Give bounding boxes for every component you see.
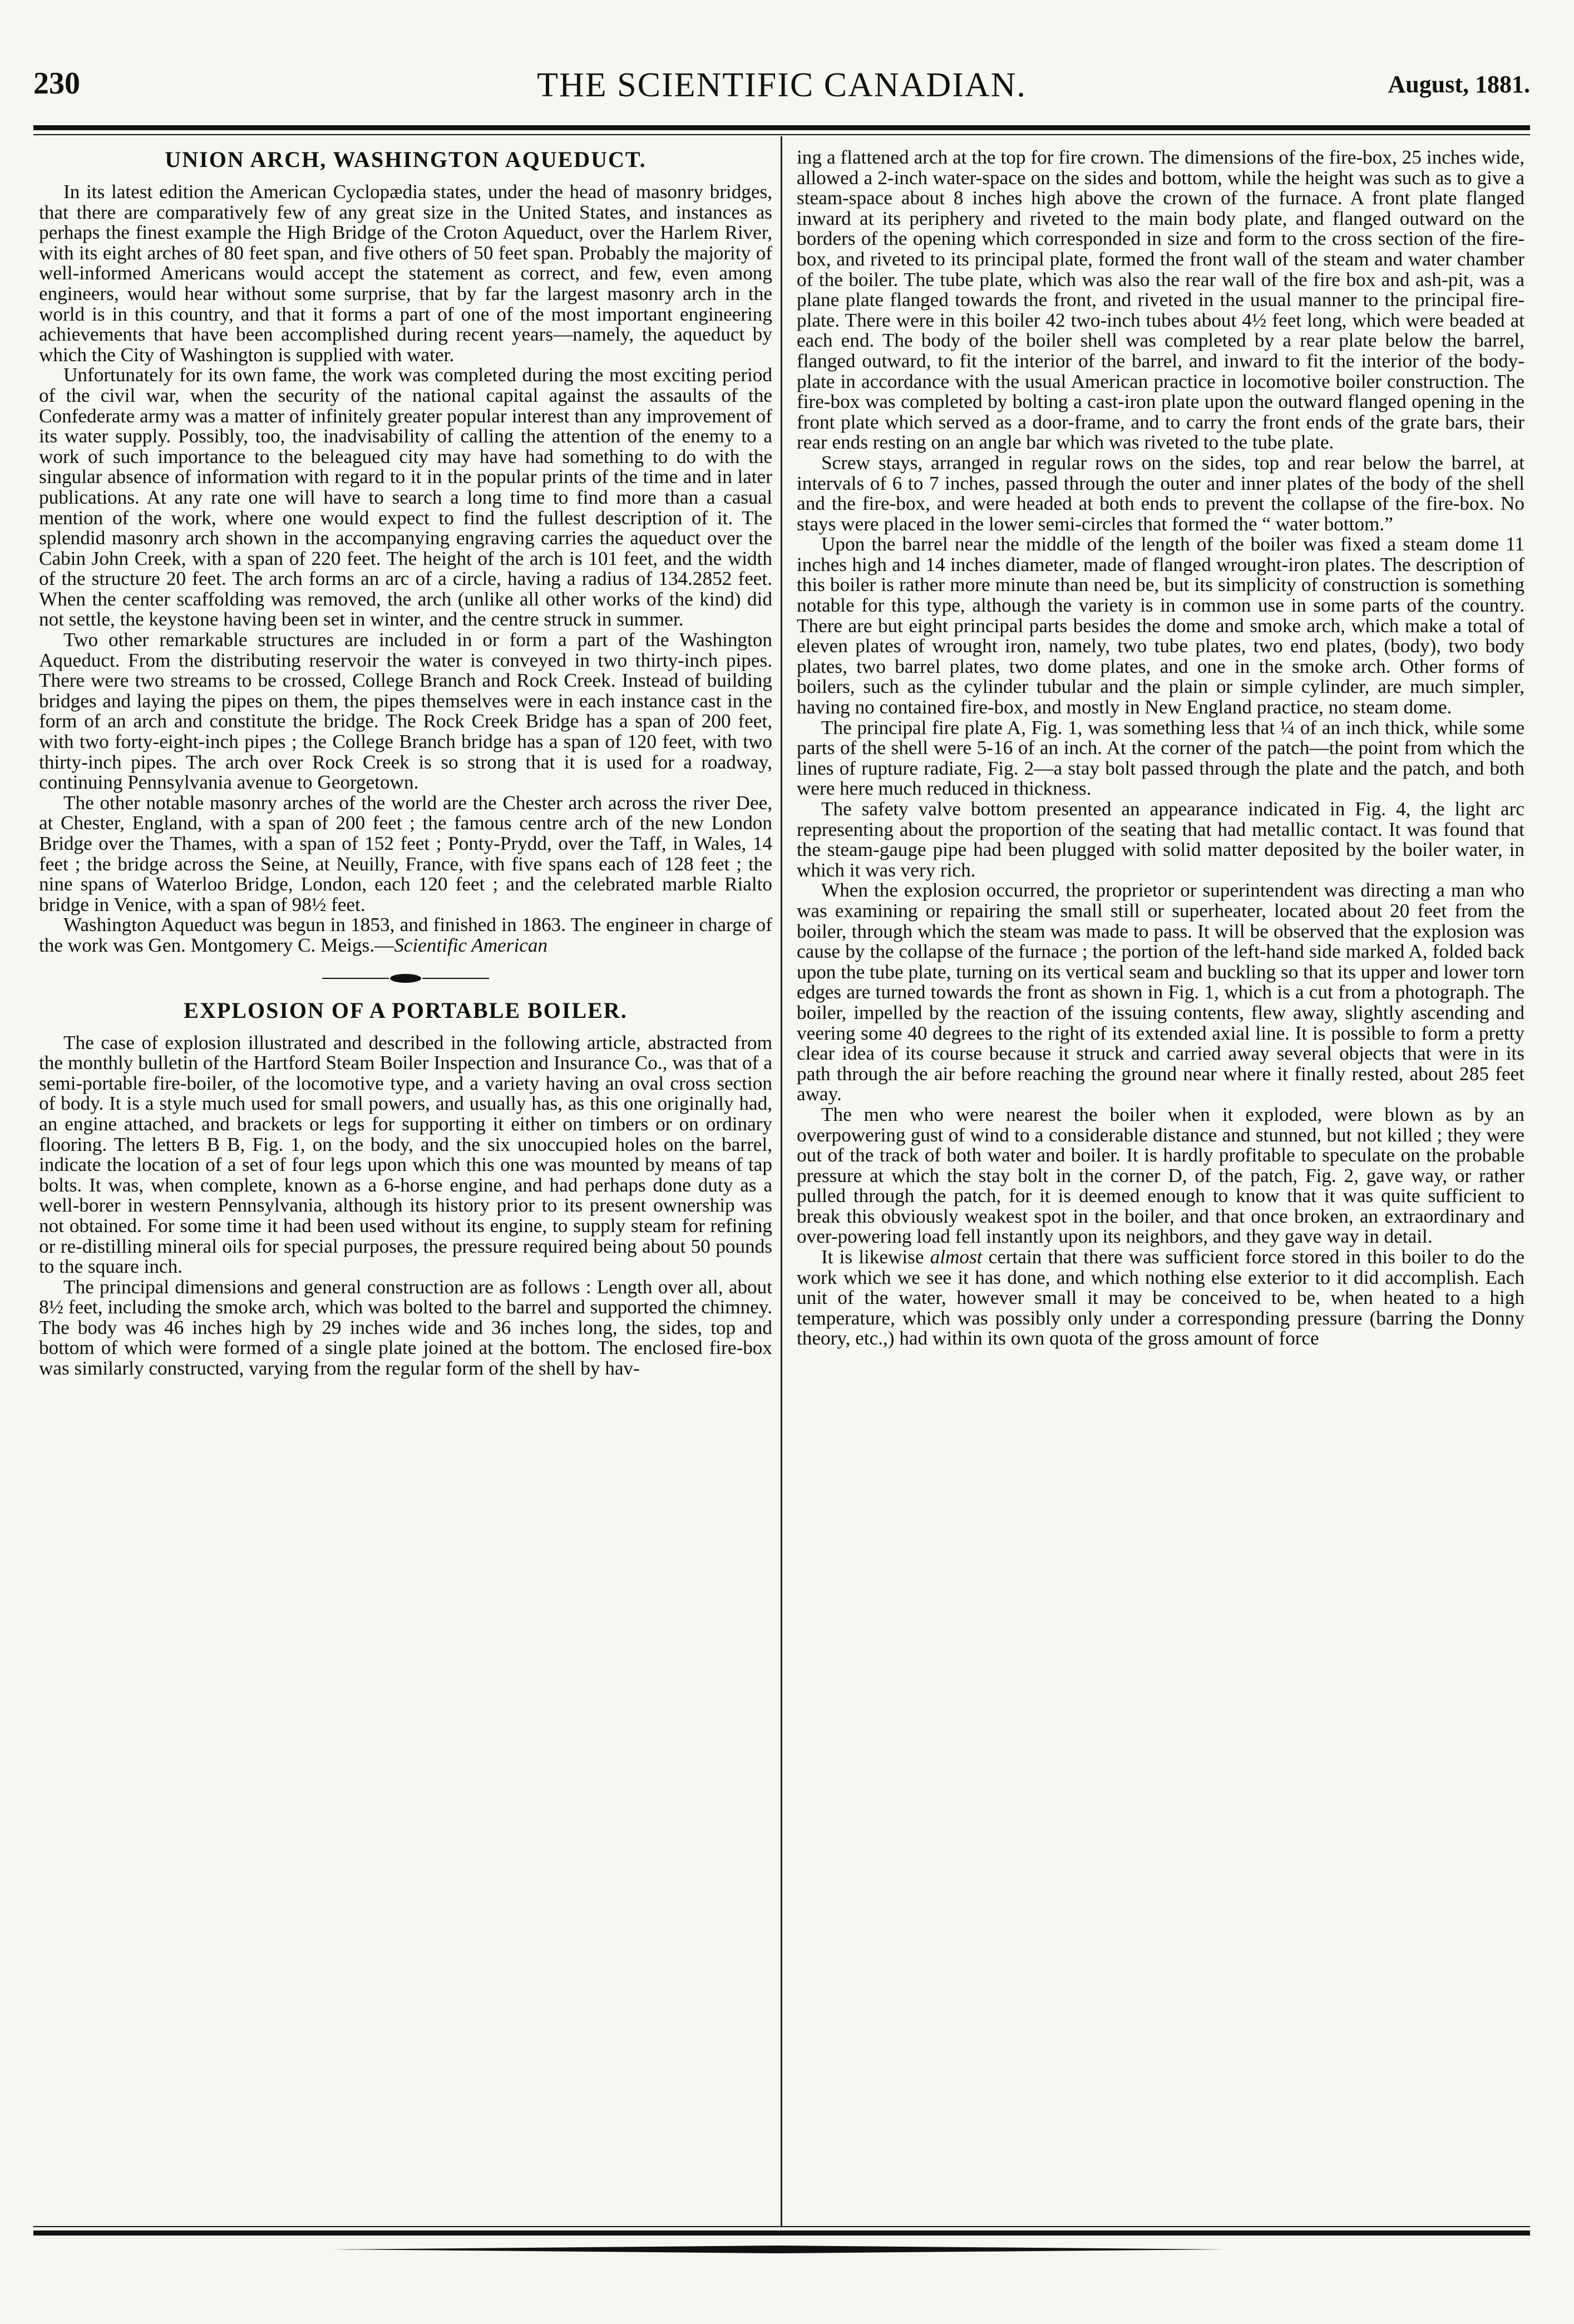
section-divider-ornament bbox=[317, 973, 495, 984]
article-paragraph-continued: ing a flattened arch at the top for fire crown. The dimensions of the fire-box, 25 inches wide, allowed a 2-inch water-space on the sides and bottom, while the height was such as to give a steam-space about 8 inches high above the crown of the furnace. A front plate flanged inward at its periphery and riveted to the main body plate, and flanged outward on the borders of the opening which corresponded in size and form to the cross section of the fire-box, and riveted to its principal plate, formed the front wall of the steam and water chamber of the boiler. The tube plate, which was also the rear wall of the fire box and ash-pit, was a plane plate flanged towards the front, and riveted in the usual manner to the principal fire-plate. There were in this boiler 42 two-inch tubes about 4½ feet long, which were beaded at each end. The body of the boiler shell was completed by a rear plate below the barrel, flanged outward, to fit the interior of the barrel, and inward to fit the interior of the body-plate in accordance with the usual American practice in locomotive boiler construction. The fire-box was completed by bolting a cast-iron plate upon the outward flanged opening in the front plate which served as a door-frame, and to carry the front ends of the grate bars, their rear ends resting on an angle bar which was riveted to the tube plate. bbox=[797, 146, 1524, 454]
issue-date: August, 1881. bbox=[1388, 71, 1530, 98]
left-column bbox=[39, 147, 772, 1379]
column-divider bbox=[781, 136, 782, 2226]
bottom-rule-thin bbox=[33, 2226, 1530, 2227]
right-column bbox=[797, 147, 1524, 1349]
article-paragraph: Unfortunately for its own fame, the work was completed during the most exciting period of the civil war, when the security of the national capital against the assaults of the Confederate army was a matter of infinitely greater popular interest than any improvement of its water supply. Possibly, too, the inadvisability of calling the attention of the enemy to a work of such importance to the beleagued city may have had something to do with the singular absence of information with regard to it in the popular prints of the time and in later publications. At any rate one will have to search a long time to find more than a casual mention of the work, where one would expect to find the fullest description of it. The splendid masonry arch shown in the accompanying engraving carries the aqueduct over the Cabin John Creek, with a span of 220 feet. The height of the arch is 101 feet, and the width of the structure 20 feet. The arch forms an arc of a circle, having a radius of 134.2852 feet. When the center scaffolding was removed, the arch (unlike all other works of the kind) did not settle, the keystone having been set in winter, and the centre struck in summer. bbox=[39, 364, 772, 631]
article-paragraph: Upon the barrel near the middle of the length of the boiler was fixed a steam dome 11 inches high and 14 inches diameter, made of flanged wrought-iron plates. The description of this boiler is rather more minute than need be, but its simplicity of construction is something notable for this type, although the variety is in common use in some parts of the country. There are but eight principal parts besides the dome and smoke arch, which make a total of eleven plates of wrought iron, namely, two tube plates, two end plates, (body), two body plates, two barrel plates, two dome plates, and one in the smoke arch. Other forms of boilers, such as the cylinder tubular and the plain or simple cylinder, are much simpler, having no contained fire-box, and mostly in New England practice, no steam dome. bbox=[797, 533, 1524, 718]
article-paragraph: Screw stays, arranged in regular rows on the sides, top and rear below the barrel, at intervals of 6 to 7 inches, passed through the outer and inner plates of the body of the shell and the fire-box, and were headed at both ends to prevent the collapse of the fire-box. No stays were placed in the lower semi-circles that formed the “ water bottom.” bbox=[797, 451, 1524, 535]
final-text: Washington Aqueduct was begun in 1853, and finished in 1863. The engineer in charge of the work was Gen. Montgomery C. Meigs.— bbox=[39, 914, 772, 956]
article-paragraph: The men who were nearest the boiler when it exploded, were blown as by an overpowering gust of wind to a considerable distance and stunned, but not killed ; they were out of the track of both water and boiler. It is hardly profitable to speculate on the probable pressure at which the stay bolt in the corner D, of the patch, Fig. 2, gave way, or rather pulled through the patch, for it is deemed enough to know that it was quite sufficient to break this obviously weakest spot in the boiler, and that once broken, an extraordinary and over-powering load fell instantly upon its neighbors, and they gave way in detail. bbox=[797, 1103, 1524, 1248]
top-rule-thin bbox=[33, 134, 1530, 135]
page-number: 230 bbox=[33, 66, 80, 101]
article-paragraph: The safety valve bottom presented an appearance indicated in Fig. 4, the light arc representing about the proportion of the seating that had metallic contact. It was found that the steam-gauge pipe had been plugged with solid matter deposited by the boiler water, in which it was very rich. bbox=[797, 798, 1524, 881]
article-title-union-arch: UNION ARCH, WASHINGTON AQUEDUCT. bbox=[165, 147, 647, 172]
article-paragraph: The principal dimensions and general construction are as follows : Length over all, about 8½ feet, including the smoke arch, which was bolted to the barrel and supported the chimney. The body was 46 inches high by 29 inches wide and 36 inches long, the sides, top and bottom of which were formed of a single plate joined at the bottom. The enclosed fire-box was similarly constructed, varying from the regular form of the shell by hav- bbox=[39, 1276, 772, 1380]
text-after: certain that there was sufficient force stored in this boiler to do the work which we see it has done, and which nothing else exterior to it did accomplish. Each unit of the water, however small it may be conceived to be, when heated to a high temperature, which was possibly only under a corresponding pressure (barring the Donny theory, etc.,) had within its own quota of the gross amount of force bbox=[797, 1246, 1524, 1350]
article-paragraph-last bbox=[797, 1247, 1524, 1349]
article-paragraph-final bbox=[39, 915, 772, 956]
article-paragraph: The case of explosion illustrated and described in the following article, abstracted from the monthly bulletin of the Hartford Steam Boiler Inspection and Insurance Co., was that of a semi-portable fire-boiler, of the locomotive type, and a variety having an oval cross section of body. It is a style much used for small powers, and usually has, as this one originally had, an engine attached, and brackets or legs for supporting it either on timbers or on ordinary flooring. The letters B B, Fig. 1, on the body, and the six unoccupied holes on the barrel, indicate the location of a set of four legs upon which this one was mounted by means of tap bolts. It was, when complete, known as a 6-horse engine, and had perhaps done duty as a well-borer in western Pennsylvania, although its history prior to its present ownership was not obtained. For some time it had been used without its engine, to supply steam for refining or re-distilling mineral oils for special purposes, the pressure required being about 50 pounds to the square inch. bbox=[39, 1031, 772, 1278]
text-before: It is likewise bbox=[821, 1246, 930, 1268]
page-header bbox=[33, 66, 1530, 110]
article-paragraph: In its latest edition the American Cyclopædia states, under the head of masonry bridges, that there are comparatively few of any great size in the United States, and instances as perhaps the finest example the High Bridge of the Croton Aqueduct, over the Harlem River, with its eight arches of 80 feet span, and five others of 50 feet span. Probably the majority of well-informed Americans would accept the statement as correct, and few, even among engineers, would hear without some surprise, that by far the largest masonry arch in the world is in this country, and that it forms a part of one of the most important engineering achievements that have been accomplished during recent years—namely, the aqueduct by which the City of Washington is supplied with water. bbox=[39, 181, 772, 366]
top-rule-thick bbox=[33, 125, 1530, 130]
source-credit: Scientific American bbox=[394, 934, 548, 956]
article-paragraph: Two other remarkable structures are included in or form a part of the Washington Aqueduct. From the distributing reservoir the water is conveyed in two thirty-inch pipes. There were two streams to be crossed, College Branch and Rock Creek. Instead of building bridges and laying the pipes on them, the pipes themselves were in each instance cast in the form of an arch and constitute the bridge. The Rock Creek Bridge has a span of 200 feet, with two forty-eight-inch pipes ; the College Branch bridge has a span of 120 feet, with two thirty-inch pipes. The arch over Rock Creek is so strong that it is used for a roadway, continuing Pennsylvania avenue to Georgetown. bbox=[39, 629, 772, 794]
bottom-ornament bbox=[334, 2246, 1224, 2253]
bottom-rule-thick bbox=[33, 2231, 1530, 2236]
article-paragraph: The principal fire plate A, Fig. 1, was something less that ¼ of an inch thick, while some parts of the shell were 5-16 of an inch. At the corner of the patch—the point from which the lines of rupture radiate, Fig. 2—a stay bolt passed through the plate and the patch, and both were here much reduced in thickness. bbox=[797, 716, 1524, 800]
journal-title: THE SCIENTIFIC CANADIAN. bbox=[537, 66, 1027, 104]
emphasis-text: almost bbox=[930, 1246, 983, 1268]
article-paragraph: The other notable masonry arches of the world are the Chester arch across the river Dee, at Chester, England, with a span of 200 feet ; the famous centre arch of the new London Bridge over the Thames, with a span of 152 feet ; Ponty-Prydd, over the Taff, in Wales, 14 feet ; the bridge across the Seine, at Neuilly, France, with five spans each of 128 feet ; the nine spans of Waterloo Bridge, London, each 120 feet ; and the celebrated marble Rialto bridge in Venice, with a span of 98½ feet. bbox=[39, 791, 772, 915]
article-paragraph: When the explosion occurred, the proprietor or superintendent was directing a man who was examining or repairing the small still or superheater, located about 20 feet from the boiler, through which the steam was made to pass. It will be observed that the explosion was cause by the collapse of the furnace ; the portion of the left-hand side marked A, folded back upon the tube plate, turning on its vertical seam and buckling so that its upper and lower torn edges are turned towards the front as shown in Fig. 1, which is a cut from a photograph. The boiler, impelled by the reaction of the issuing contents, flew away, slightly ascending and veering some 40 degrees to the right of its extended axial line. It is possible to form a pretty clear idea of its course because it struck and carried away several objects that were in its path through the air before reaching the ground near where it finally rested, about 285 feet away. bbox=[797, 879, 1524, 1105]
article-title-boiler-explosion: EXPLOSION OF A PORTABLE BOILER. bbox=[184, 997, 628, 1023]
